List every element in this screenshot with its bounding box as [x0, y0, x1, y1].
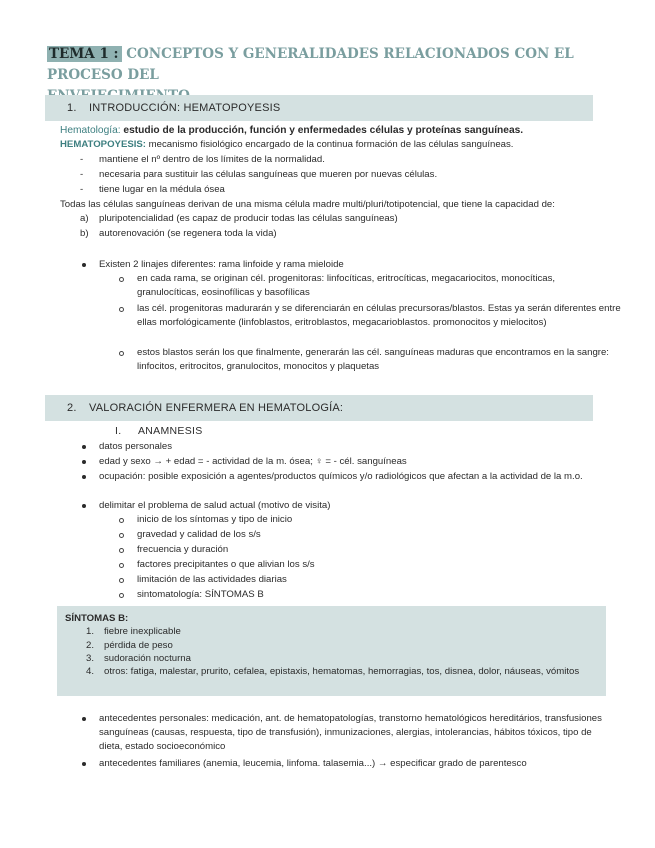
- bullet-dot: [82, 762, 86, 766]
- list-item: edad y sexo → + edad = - actividad de la m. ósea; ♀ = - cél. sanguíneas: [99, 456, 407, 467]
- number-marker: 2.: [86, 640, 95, 651]
- todas-paragraph: Todas las células sanguíneas derivan de una misma célula madre multi/pluri/totipotencial, que tiene la capacidad de:: [60, 199, 555, 210]
- subsection-heading: ANAMNESIS: [138, 425, 203, 437]
- list-item: limitación de las actividades diarias: [137, 574, 287, 585]
- list-item: pérdida de peso: [104, 640, 173, 651]
- sub-bullet-ring: [119, 351, 124, 356]
- tema-label: TEMA 1 :: [47, 46, 122, 62]
- letter-marker: b): [80, 228, 89, 239]
- section-1-header: [45, 95, 593, 121]
- list-item: estos blastos serán los que finalmente, generarán las cél. sanguíneas maduras que encontramos en la sangre: linfocitos, eritrocitos, granulocitos, monocitos y plaquetas: [137, 347, 609, 372]
- list-item: mantiene el nº dentro de los límites de la normalidad.: [99, 154, 325, 165]
- list-item: las cél. progenitoras madurarán y se diferenciarán en células precursoras/blastos. Estas ya serán diferentes entre ellas morfológicamente (linfoblastos, eritroblastos, megacarioblastos. promonocitos y mielocitos): [137, 303, 621, 328]
- list-item: fiebre inexplicable: [104, 626, 181, 637]
- number-marker: 4.: [86, 666, 95, 677]
- sintomas-b-title: SÍNTOMAS B:: [65, 613, 129, 624]
- bullet-dot: [82, 263, 86, 267]
- list-item: pluripotencialidad (es capaz de producir todas las células sanguíneas): [99, 213, 398, 224]
- hematopoyesis-term: HEMATOPOYESIS:: [60, 139, 147, 150]
- list-item: otros: fatiga, malestar, prurito, cefalea, epistaxis, hematomas, hemorragias, tos, disnea, dolor, náuseas, vómitos: [104, 666, 580, 677]
- list-item: antecedentes familiares (anemia, leucemia, linfoma. talasemia...) → especificar grado de parentesco: [99, 758, 527, 769]
- sub-bullet-ring: [119, 548, 124, 553]
- list-item: gravedad y calidad de los s/s: [137, 529, 261, 540]
- dash-marker: -: [80, 154, 84, 165]
- bullet-dot: [82, 504, 86, 508]
- list-item: en cada rama, se originan cél. progenitoras: linfocíticas, eritrocíticas, megacariocitos, monocíticas, granulocíticas, eosinofílicas y basofílicas: [137, 273, 556, 298]
- bullet-dot: [82, 475, 86, 479]
- hematopoyesis-definition: [60, 138, 513, 152]
- sub-bullet-ring: [119, 533, 124, 538]
- section-1-number: 1.: [67, 102, 77, 114]
- bullet-dot: [82, 445, 86, 449]
- sub-bullet-ring: [119, 593, 124, 598]
- list-item: Existen 2 linajes diferentes: rama linfoide y rama mieloide: [99, 259, 344, 270]
- bullet-dot: [82, 460, 86, 464]
- sub-bullet-ring: [119, 277, 124, 282]
- letter-marker: a): [80, 213, 89, 224]
- dash-marker: -: [80, 184, 84, 195]
- sub-bullet-ring: [119, 307, 124, 312]
- list-item: sintomatología: SÍNTOMAS B: [137, 589, 264, 600]
- section-2-heading: VALORACIÓN ENFERMERA EN HEMATOLOGÍA:: [89, 402, 344, 414]
- list-item: delimitar el problema de salud actual (motivo de visita): [99, 500, 331, 511]
- section-2-number: 2.: [67, 402, 77, 414]
- hematologia-text: estudio de la producción, función y enfermedades células y proteínas sanguíneas.: [120, 125, 524, 136]
- list-item: sudoración nocturna: [104, 653, 191, 664]
- list-item: autorenovación (se regenera toda la vida): [99, 228, 277, 239]
- list-item: factores precipitantes o que alivian los s/s: [137, 559, 315, 570]
- sub-bullet-ring: [119, 518, 124, 523]
- list-item: antecedentes personales: medicación, ant. de hematopatologías, transtorno hematológicos hereditários, transfusiones sanguíneas (causas, respuesta, tipo de transfusión), inmunizaciones, alergias, intolerancias, hábitos tóxicos, tipo de dieta, estado socioeconómico: [99, 713, 602, 752]
- dash-marker: -: [80, 169, 84, 180]
- list-item: tiene lugar en la médula ósea: [99, 184, 225, 195]
- title-line-1: CONCEPTOS Y GENERALIDADES RELACIONADOS CON EL PROCESO DEL: [47, 46, 574, 83]
- section-2-header: [45, 395, 593, 421]
- list-item: datos personales: [99, 441, 173, 452]
- list-item: inicio de los síntomas y tipo de inicio: [137, 514, 293, 525]
- hematologia-definition: [60, 124, 523, 138]
- bullet-dot: [82, 717, 86, 721]
- hematopoyesis-text: mecanismo fisiológico encargado de la continua formación de las células sanguíneas.: [146, 139, 514, 150]
- number-marker: 3.: [86, 653, 95, 664]
- hematologia-term: Hematología:: [60, 125, 121, 136]
- section-1-heading: INTRODUCCIÓN: HEMATOPOYESIS: [89, 102, 281, 114]
- sub-bullet-ring: [119, 578, 124, 583]
- subsection-marker: I.: [115, 425, 122, 437]
- list-item: frecuencia y duración: [137, 544, 229, 555]
- list-item: necesaria para sustituir las células sanguíneas que mueren por nuevas células.: [99, 169, 438, 180]
- sub-bullet-ring: [119, 563, 124, 568]
- list-item: ocupación: posible exposición a agentes/productos químicos y/o radiológicos que afectan a la actividad de la m.o.: [99, 471, 583, 482]
- number-marker: 1.: [86, 626, 95, 637]
